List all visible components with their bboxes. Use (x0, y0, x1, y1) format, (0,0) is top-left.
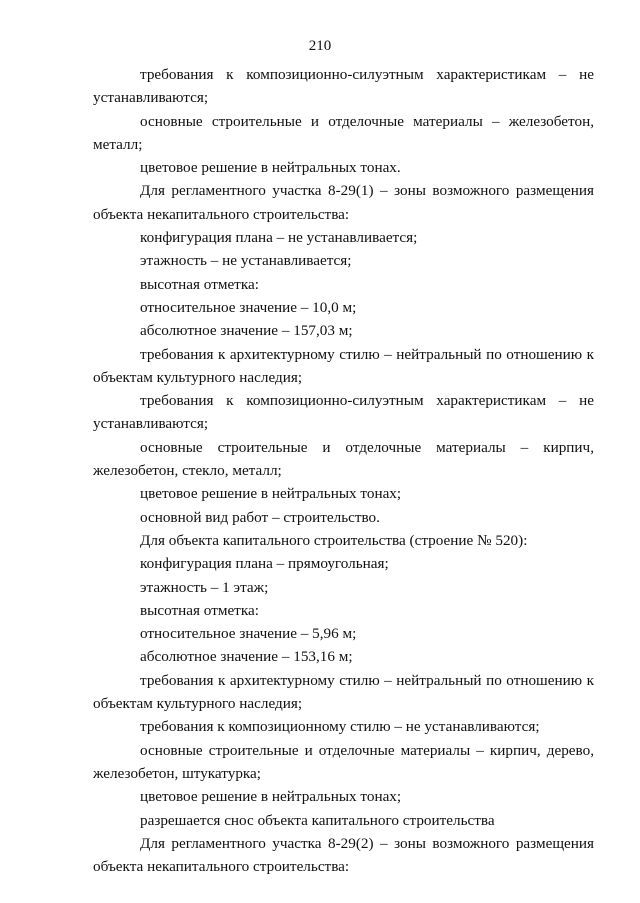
paragraph: высотная отметка: (140, 275, 259, 293)
paragraph: требования к композиционному стилю – не устанавливаются; (140, 718, 540, 736)
paragraph: относительное значение – 5,96 м; (140, 625, 357, 643)
paragraph: разрешается снос объекта капитального строительства (140, 811, 495, 829)
paragraph: Для объекта капитального строительства (строение № 520): (140, 531, 528, 549)
paragraph: высотная отметка: (140, 601, 259, 619)
paragraph: этажность – не устанавливается; (140, 252, 352, 270)
paragraph: Для регламентного участка 8-29(1) – зоны возможного размещения объекта некапитального строительства: (93, 182, 594, 223)
paragraph: конфигурация плана – прямоугольная; (140, 555, 389, 573)
paragraph: цветовое решение в нейтральных тонах; (140, 788, 402, 806)
paragraph: абсолютное значение – 157,03 м; (140, 322, 353, 340)
paragraph: абсолютное значение – 153,16 м; (140, 648, 353, 666)
paragraph: требования к архитектурному стилю – нейтральный по отношению к объектам культурного наследия; (93, 671, 594, 713)
paragraph: требования к композиционно-силуэтным характеристикам – не устанавливаются; (93, 66, 594, 107)
paragraph: основной вид работ – строительство. (140, 508, 380, 526)
page-number: 210 (308, 38, 332, 54)
document-body (93, 63, 594, 878)
paragraph: требования к композиционно-силуэтным характеристикам – не устанавливаются; (93, 392, 594, 433)
paragraph: этажность – 1 этаж; (140, 578, 269, 596)
paragraph: Для регламентного участка 8-29(2) – зоны возможного размещения объекта некапитального строительства: (93, 834, 594, 876)
paragraph: конфигурация плана – не устанавливается; (140, 229, 418, 247)
paragraph: относительное значение – 10,0 м; (140, 298, 357, 316)
paragraph: цветовое решение в нейтральных тонах; (140, 485, 402, 503)
paragraph: цветовое решение в нейтральных тонах. (140, 159, 401, 177)
paragraph: основные строительные и отделочные материалы – железобетон, металл; (93, 112, 594, 153)
paragraph: основные строительные и отделочные материалы – кирпич, дерево, железобетон, штукатурка; (93, 741, 594, 782)
paragraph: основные строительные и отделочные материалы – кирпич, железобетон, стекло, металл; (93, 438, 594, 480)
paragraph: требования к архитектурному стилю – нейтральный по отношению к объектам культурного наследия; (93, 345, 594, 386)
